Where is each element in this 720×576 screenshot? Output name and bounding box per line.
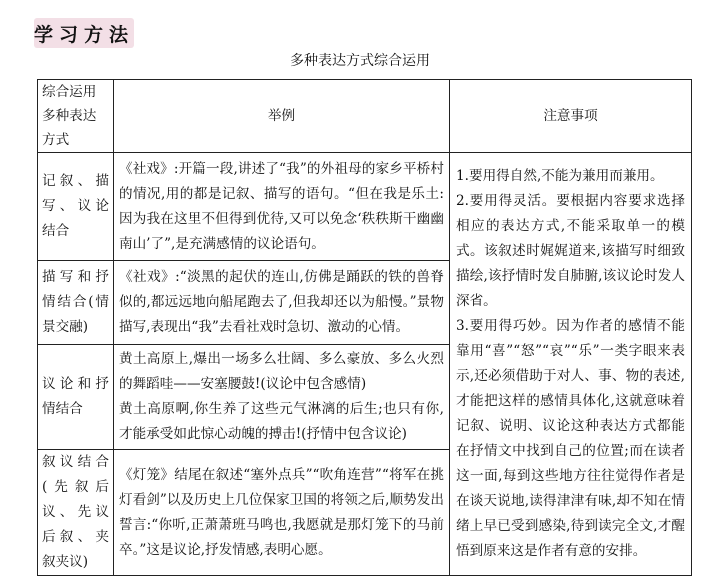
- row-example: [114, 450, 450, 576]
- row-label: 描写和抒情结合(情景交融): [38, 261, 114, 345]
- table-row: [38, 153, 692, 261]
- row-label: 议论和抒情结合: [38, 345, 114, 450]
- row-example: [114, 261, 450, 345]
- example-text: 《灯笼》结尾在叙述“塞外点兵”“吹角连营”“将军在挑灯看剑”以及历史上几位保家卫国的将领之后,顺势发出誓言:“你听,正萧萧班马鸣也,我愿就是那灯笼下的马前卒。”这是议论,抒发情感,表明心愿。: [119, 466, 444, 558]
- example-text: 黄土高原上,爆出一场多么壮阔、多么豪放、多么火烈的舞蹈哇——安塞腰鼓!(议论中包含感情): [119, 351, 444, 392]
- table-header-row: [38, 80, 692, 153]
- example-text: 黄土高原啊,你生养了这些元气淋漓的后生;也只有你,才能承受如此惊心动魄的搏击!(抒情中包含议论): [119, 401, 444, 442]
- example-text: 《社戏》:开篇一段,讲述了“我”的外祖母的家乡平桥村的情况,用的都是记叙、描写的语句。“但在我是乐土:因为我在这里不但得到优待,又可以免念‘秩秩斯干幽幽南山’了”,是充满感情的议论语句。: [119, 160, 444, 252]
- row-label: 叙议结合(先叙后议、先议后叙、夹叙夹议): [38, 450, 114, 576]
- header-example: 举例: [114, 80, 450, 153]
- note-item: 3.要用得巧妙。因为作者的感情不能靠用“喜”“怒”“哀”“乐”一类字眼来表示,还必须借助于对人、事、物的表述,才能把这样的感情具体化,这就意味着记叙、说明、议论这种表达方式都能在抒情文中找到自己的位置;而在读者这一面,每到这些地方往往觉得作者是在谈天说地,读得津津有味,却不知在情绪上早已受到感染,待到读完全文,才醒悟到原来这是作者有意的安排。: [456, 318, 685, 559]
- row-example: [114, 153, 450, 261]
- header-method: 综合运用多种表达方式: [38, 80, 114, 153]
- note-item: 1.要用得自然,不能为兼用而兼用。: [456, 168, 664, 184]
- section-badge: [34, 18, 134, 48]
- note-item: 2.要用得灵活。要根据内容要求选择相应的表达方式,不能采取单一的模式。该叙述时娓娓道来,该描写时细致描绘,该抒情时发自肺腑,该议论时发人深省。: [456, 193, 685, 309]
- notes-cell: [450, 153, 692, 576]
- expression-methods-table: [37, 79, 692, 576]
- table-caption: 多种表达方式综合运用: [290, 53, 430, 69]
- row-label: 记叙、描写、议论结合: [38, 153, 114, 261]
- section-badge-label: 学习方法: [34, 23, 135, 46]
- example-text: 《社戏》:“淡黑的起伏的连山,仿佛是踊跃的铁的兽脊似的,都远远地向船尾跑去了,但我却还以为船慢。”景物描写,表现出“我”去看社戏时急切、激动的心情。: [119, 269, 444, 335]
- header-notes: 注意事项: [450, 80, 692, 153]
- row-example: [114, 345, 450, 450]
